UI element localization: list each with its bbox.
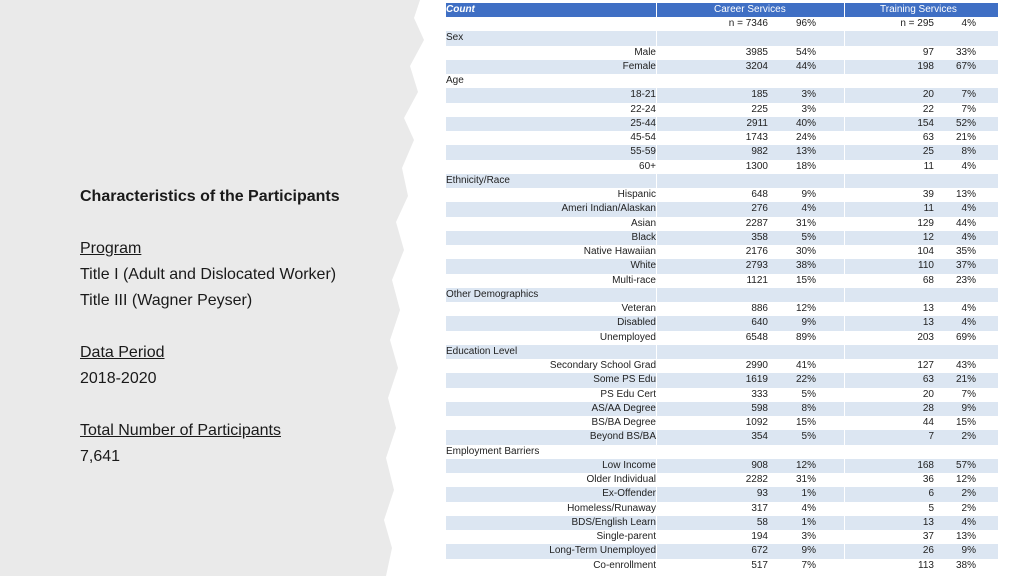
table-row [446,402,998,416]
table-header [446,3,998,17]
section-row [446,288,998,302]
table-row [446,202,998,216]
training-count-cell: 5 [928,502,934,514]
training-count-cell: 39 [922,189,934,200]
training-percent-cell: 13% [955,189,976,200]
table-row [446,274,998,288]
training-count-cell: 129 [917,217,934,229]
table-row [446,188,998,202]
training-count-cell: 26 [922,545,934,557]
training-count-cell: 63 [922,374,934,386]
row-label: Ex-Offender [602,488,656,500]
training-percent-cell: 67% [955,60,976,72]
training-percent-cell: 4% [961,516,976,528]
career-percent-cell: 9% [801,317,816,329]
table-row [446,459,998,473]
career-count-cell: n = 7346 [728,18,768,29]
training-count-cell: 11 [923,160,934,172]
section-row [446,31,998,45]
program-line: Title III (Wagner Peyser) [80,292,253,309]
training-percent-cell: 7% [961,103,976,115]
row-label: 22-24 [630,103,656,115]
section-label: Sex [446,32,464,44]
career-percent-cell: 96% [795,18,816,29]
training-count-cell: 198 [917,60,934,72]
career-count-cell: 225 [751,103,768,115]
training-count-cell: 20 [922,388,934,400]
training-percent-cell: 69% [955,331,976,343]
career-percent-cell: 12% [795,459,816,471]
row-label: PS Edu Cert [600,388,656,400]
training-percent-cell: 2% [961,431,976,443]
training-percent-cell: 57% [955,459,976,471]
section-row [446,445,998,459]
row-label: Low Income [602,459,656,471]
table-row [446,316,998,330]
career-count-cell: 517 [751,559,768,571]
row-label: Unemployed [599,331,656,343]
section-label: Education Level [446,345,518,357]
career-percent-cell: 44% [795,60,816,72]
row-label: BDS/English Learn [571,516,656,528]
training-percent-cell: 21% [955,132,976,143]
career-percent-cell: 54% [795,46,816,58]
training-percent-cell: 33% [955,46,976,58]
career-count-cell: 2282 [745,474,768,485]
career-count-cell: 317 [751,502,768,514]
training-count-cell: 20 [922,89,934,101]
career-percent-cell: 4% [801,203,816,215]
training-count-cell: 37 [922,531,934,542]
row-label: Black [631,231,656,243]
career-count-cell: 1092 [745,417,768,428]
training-count-cell: 11 [923,203,934,215]
career-count-cell: 2793 [745,260,768,272]
career-count-cell: 185 [751,89,768,101]
training-percent-cell: 9% [961,545,976,557]
career-percent-cell: 38% [795,260,816,272]
career-count-cell: 886 [751,303,768,314]
table-row [446,88,998,102]
training-count-cell: 97 [922,46,934,58]
career-count-cell: 908 [751,459,768,471]
training-percent-cell: 8% [961,146,976,158]
section-row [446,174,998,188]
row-label: Hispanic [617,189,656,200]
training-percent-cell: 15% [955,417,976,428]
row-label: Co-enrollment [593,559,656,571]
training-percent-cell: 38% [955,559,976,571]
row-label: White [630,260,656,272]
career-percent-cell: 3% [801,89,816,101]
career-count-cell: 354 [751,431,768,443]
career-count-cell: 2911 [746,117,768,129]
career-percent-cell: 15% [795,417,816,428]
career-percent-cell: 1% [801,488,816,500]
training-count-cell: 6 [928,488,934,500]
career-percent-cell: 12% [795,303,816,314]
career-percent-cell: 5% [801,388,816,400]
training-count-cell: 104 [917,246,934,257]
training-count-cell: 13 [922,317,934,329]
career-count-cell: 276 [751,203,768,215]
training-percent-cell: 9% [961,402,976,414]
row-label: Male [634,46,656,58]
career-percent-cell: 1% [801,516,816,528]
table-row [446,245,998,259]
training-count-cell: 127 [917,360,934,371]
training-percent-cell: 12% [955,474,976,485]
section-label: Other Demographics [446,288,539,300]
row-label: Multi-race [612,274,656,286]
section-row [446,74,998,88]
table-row [446,103,998,117]
row-label: 25-44 [630,117,656,129]
table-row [446,160,998,174]
table-body [446,17,998,573]
career-count-cell: 598 [751,402,768,414]
training-percent-cell: 37% [955,260,976,272]
row-label: 60+ [639,160,656,172]
table-row [446,359,998,373]
career-percent-cell: 9% [801,189,816,200]
training-count-cell: 68 [922,274,934,286]
total-participants-value: 7,641 [80,448,121,465]
career-count-cell: 672 [751,545,768,557]
training-count-cell: 44 [922,417,934,428]
career-count-cell: 6548 [745,331,768,343]
career-count-cell: 333 [751,388,768,400]
career-count-cell: 2990 [745,360,768,371]
row-label: Ameri Indian/Alaskan [561,203,656,215]
career-count-cell: 640 [751,317,768,329]
table-row [446,559,998,573]
career-percent-cell: 31% [795,474,816,485]
table-row [446,388,998,402]
data-period-value: 2018-2020 [80,370,157,387]
career-count-cell: 1619 [745,374,768,386]
row-label: AS/AA Degree [591,402,656,414]
career-count-cell: 2176 [745,246,768,257]
table-row [446,502,998,516]
row-label: Native Hawaiian [583,246,656,257]
career-percent-cell: 7% [801,559,816,571]
training-services-header: Training Services [880,4,957,15]
section-label: Ethnicity/Race [446,174,510,186]
career-percent-cell: 41% [795,360,816,371]
table-row [446,17,998,31]
training-count-cell: n = 295 [900,18,934,29]
career-count-cell: 1300 [745,160,768,172]
career-percent-cell: 24% [795,132,816,143]
training-percent-cell: 4% [961,303,976,314]
row-label: 55-59 [630,146,656,158]
training-percent-cell: 2% [961,502,976,514]
row-label: Single-parent [596,531,656,542]
table-row [446,231,998,245]
career-percent-cell: 5% [801,231,816,243]
training-count-cell: 28 [922,402,934,414]
participant-summary [80,184,410,470]
career-count-cell: 2287 [745,217,768,229]
training-count-cell: 110 [918,260,934,272]
table-row [446,46,998,60]
data-period-heading: Data Period [80,344,165,361]
training-percent-cell: 35% [955,246,976,257]
row-label: Asian [630,217,656,229]
table-row [446,516,998,530]
career-percent-cell: 30% [795,246,816,257]
section-label: Employment Barriers [446,445,540,457]
table-row [446,544,998,558]
table-row [446,60,998,74]
career-count-cell: 648 [751,189,768,200]
training-percent-cell: 13% [955,531,976,542]
training-percent-cell: 4% [961,317,976,329]
training-count-cell: 203 [917,331,934,343]
career-percent-cell: 40% [795,117,816,129]
training-percent-cell: 43% [955,360,976,371]
career-percent-cell: 3% [801,103,816,115]
row-label: Disabled [617,317,656,329]
row-label: Beyond BS/BA [589,431,656,443]
career-percent-cell: 22% [795,374,816,386]
training-percent-cell: 7% [961,388,976,400]
table-row [446,530,998,544]
career-percent-cell: 3% [801,531,816,542]
participants-table [446,3,998,573]
training-percent-cell: 7% [961,89,976,101]
section-label: Age [446,75,464,86]
career-percent-cell: 9% [801,545,816,557]
training-percent-cell: 4% [961,231,976,243]
career-count-cell: 358 [751,231,768,243]
training-percent-cell: 21% [955,374,976,386]
career-percent-cell: 13% [795,146,816,158]
training-count-cell: 113 [918,559,934,571]
career-percent-cell: 8% [801,402,816,414]
total-participants-heading: Total Number of Participants [80,422,281,439]
training-count-cell: 12 [922,231,934,243]
table-row [446,487,998,501]
table-row [446,117,998,131]
row-label: 45-54 [630,132,656,143]
career-percent-cell: 5% [801,431,816,443]
training-percent-cell: 44% [955,217,976,229]
table-row [446,217,998,231]
career-percent-cell: 4% [801,502,816,514]
table-row [446,131,998,145]
training-percent-cell: 23% [955,274,976,286]
training-count-cell: 168 [917,459,934,471]
training-percent-cell: 4% [961,160,976,172]
training-percent-cell: 52% [955,117,976,129]
training-percent-cell: 4% [961,203,976,215]
row-label: Long-Term Unemployed [549,545,656,557]
training-count-cell: 154 [917,117,934,129]
program-heading: Program [80,240,142,257]
career-percent-cell: 15% [795,274,816,286]
training-count-cell: 7 [928,431,934,443]
career-count-cell: 3204 [745,60,768,72]
count-header: Count [446,4,475,15]
summary-title: Characteristics of the Participants [80,188,340,205]
career-count-cell: 1121 [746,274,768,286]
career-percent-cell: 18% [795,160,816,172]
career-count-cell: 194 [751,531,768,542]
section-row [446,345,998,359]
row-label: Secondary School Grad [549,360,656,371]
training-percent-cell: 4% [961,18,976,29]
row-label: Homeless/Runaway [567,502,656,514]
career-count-cell: 982 [751,146,768,158]
training-count-cell: 63 [922,132,934,143]
training-percent-cell: 2% [961,488,976,500]
career-count-cell: 93 [756,488,768,500]
career-services-header: Career Services [714,4,786,15]
table-row [446,259,998,273]
career-count-cell: 1743 [745,132,768,143]
table-row [446,145,998,159]
row-label: 18-21 [630,89,656,101]
career-count-cell: 58 [756,516,768,528]
program-line: Title I (Adult and Dislocated Worker) [80,266,337,283]
row-label: Veteran [621,303,656,314]
career-count-cell: 3985 [745,46,768,58]
table-row [446,373,998,387]
row-label: Female [622,60,656,72]
row-label: Some PS Edu [593,374,656,386]
table-row [446,302,998,316]
career-percent-cell: 31% [795,217,816,229]
table-row [446,430,998,444]
career-percent-cell: 89% [795,331,816,343]
row-label: Older Individual [586,474,656,485]
training-count-cell: 13 [922,516,934,528]
training-count-cell: 36 [922,474,934,485]
training-count-cell: 22 [922,103,934,115]
training-count-cell: 13 [922,303,934,314]
row-label: BS/BA Degree [591,417,656,428]
table-row [446,331,998,345]
table-row [446,473,998,487]
table-row [446,416,998,430]
training-count-cell: 25 [922,146,934,158]
